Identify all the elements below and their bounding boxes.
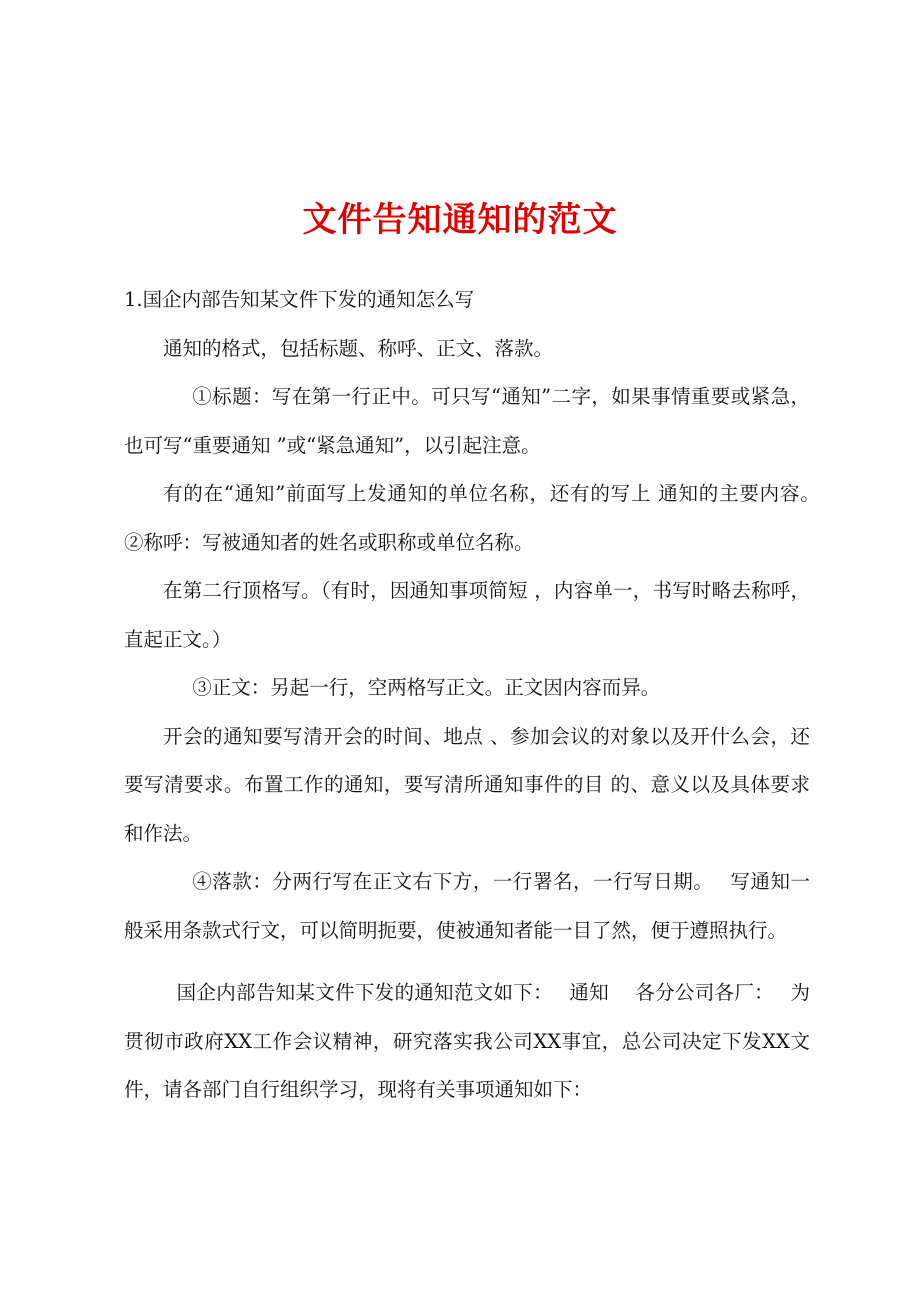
paragraph-heading: 1.国企内部告知某文件下发的通知怎么写 <box>124 288 475 311</box>
paragraph: ③正文：另起一行，空两格写正文。正文因内容而异。 <box>192 676 661 699</box>
paragraph: 国企内部告知某文件下发的通知范文如下： 通知 各分公司各厂： 为贯彻市政府XX工作会议精神，研究落实我公司XX事宜，总公司决定下发XX文件，请各部门自行组织学习，现将有关事项通知如下： <box>124 981 810 1101</box>
paragraph: ④落款：分两行写在正文右下方，一行署名，一行写日期。 写通知一般采用条款式行文，可以简明扼要，使被通知者能一目了然，便于遵照执行。 <box>124 870 810 942</box>
document-body <box>124 276 836 1115</box>
paragraph: 通知的格式，包括标题、称呼、正文、落款。 <box>163 336 554 360</box>
paragraph: 在第二行顶格写。（有时，因通知事项简短 ，内容单一，书写时略去称呼，直起正文。） <box>124 579 810 651</box>
paragraph: 开会的通知要写清开会的时间、地点 、参加会议的对象以及开什么会，还要写清要求。布置工作的通知，要写清所通知事件的目 的、意义以及具体要求和作法。 <box>124 724 810 845</box>
paragraph: ①标题：写在第一行正中。可只写“通知”二字，如果事情重要或紧急，也可写“重要通知 ”或“紧急通知”，以引起注意。 <box>124 385 810 457</box>
document-title: 文件告知通知的范文 <box>302 200 618 240</box>
paragraph: 有的在“通知”前面写上发通知的单位名称，还有的写上 通知的主要内容。 ②称呼：写被通知者的姓名或职称或单位名称。 <box>124 482 836 554</box>
